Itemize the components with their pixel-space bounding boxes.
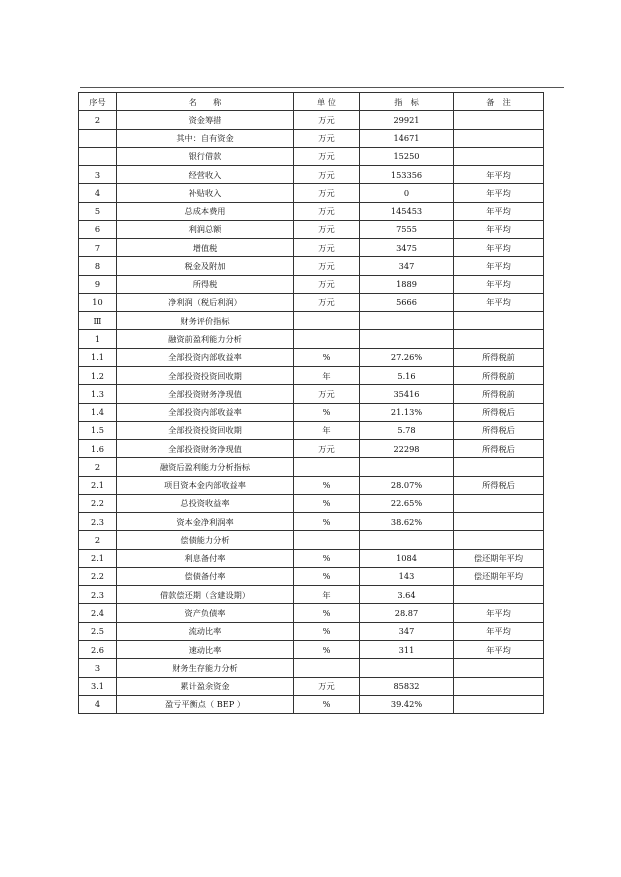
cell-note	[454, 695, 544, 713]
cell-value: 38.62%	[360, 513, 454, 531]
table-row	[79, 421, 544, 439]
cell-value: 311	[360, 640, 454, 658]
cell-value: 153356	[360, 166, 454, 184]
cell-note: 偿还期年平均	[454, 549, 544, 567]
cell-name: 项目资本金内部收益率	[117, 476, 294, 494]
cell-note: 年平均	[454, 640, 544, 658]
table-row	[79, 348, 544, 366]
cell-name: 资产负债率	[117, 604, 294, 622]
cell-name: 财务生存能力分析	[117, 659, 294, 677]
cell-note: 年平均	[454, 184, 544, 202]
cell-name: 累计盈余资金	[117, 677, 294, 695]
cell-unit	[294, 312, 360, 330]
header-no: 序号	[79, 93, 117, 111]
cell-no: 1.6	[79, 440, 117, 458]
table-row	[79, 312, 544, 330]
cell-no: 1.4	[79, 403, 117, 421]
cell-no: 1.5	[79, 421, 117, 439]
cell-no: 6	[79, 220, 117, 238]
cell-unit: %	[294, 622, 360, 640]
cell-name: 流动比率	[117, 622, 294, 640]
cell-value: 27.26%	[360, 348, 454, 366]
table-header-row	[79, 93, 544, 111]
cell-value: 5.78	[360, 421, 454, 439]
cell-no: 2.3	[79, 513, 117, 531]
cell-note: 年平均	[454, 275, 544, 293]
cell-note	[454, 677, 544, 695]
header-unit: 单 位	[294, 93, 360, 111]
cell-name: 补贴收入	[117, 184, 294, 202]
cell-value: 3.64	[360, 586, 454, 604]
cell-no: 2	[79, 111, 117, 129]
cell-note	[454, 129, 544, 147]
cell-note	[454, 111, 544, 129]
cell-name: 全部投资投资回收期	[117, 366, 294, 384]
cell-value: 0	[360, 184, 454, 202]
cell-name: 全部投资财务净现值	[117, 440, 294, 458]
cell-no: 2.3	[79, 586, 117, 604]
table-row	[79, 403, 544, 421]
cell-note	[454, 513, 544, 531]
cell-value	[360, 330, 454, 348]
table-row	[79, 695, 544, 713]
cell-value: 14671	[360, 129, 454, 147]
cell-value: 85832	[360, 677, 454, 695]
cell-value: 347	[360, 257, 454, 275]
table-row	[79, 129, 544, 147]
cell-note: 年平均	[454, 202, 544, 220]
cell-no: 3	[79, 659, 117, 677]
cell-value: 21.13%	[360, 403, 454, 421]
cell-note	[454, 531, 544, 549]
header-value: 指 标	[360, 93, 454, 111]
cell-unit: %	[294, 513, 360, 531]
cell-no: 4	[79, 184, 117, 202]
table-row	[79, 366, 544, 384]
cell-value: 35416	[360, 385, 454, 403]
cell-name: 银行借款	[117, 147, 294, 165]
table-row	[79, 458, 544, 476]
cell-no: 10	[79, 293, 117, 311]
table-row	[79, 531, 544, 549]
cell-note	[454, 659, 544, 677]
cell-name: 增值税	[117, 239, 294, 257]
table-row	[79, 677, 544, 695]
cell-value: 1084	[360, 549, 454, 567]
table-row	[79, 220, 544, 238]
cell-note	[454, 147, 544, 165]
cell-note: 年平均	[454, 622, 544, 640]
cell-no: 2.1	[79, 476, 117, 494]
table-row	[79, 111, 544, 129]
table-row	[79, 239, 544, 257]
cell-note: 年平均	[454, 604, 544, 622]
cell-name: 融资后盈利能力分析指标	[117, 458, 294, 476]
cell-no: 2.4	[79, 604, 117, 622]
cell-name: 融资前盈利能力分析	[117, 330, 294, 348]
cell-unit: 万元	[294, 385, 360, 403]
cell-note	[454, 586, 544, 604]
table-row	[79, 513, 544, 531]
cell-value: 29921	[360, 111, 454, 129]
table-row	[79, 440, 544, 458]
cell-no: 1.1	[79, 348, 117, 366]
table-row	[79, 385, 544, 403]
header-name: 名 称	[117, 93, 294, 111]
cell-note: 年平均	[454, 166, 544, 184]
table-row	[79, 293, 544, 311]
cell-note: 偿还期年平均	[454, 567, 544, 585]
cell-no: 2	[79, 458, 117, 476]
cell-value: 39.42%	[360, 695, 454, 713]
cell-note: 所得税前	[454, 348, 544, 366]
cell-unit: 万元	[294, 111, 360, 129]
cell-note: 所得税后	[454, 421, 544, 439]
table-body	[79, 111, 544, 714]
table-row	[79, 330, 544, 348]
table-row	[79, 184, 544, 202]
cell-no: 8	[79, 257, 117, 275]
cell-name: 利息备付率	[117, 549, 294, 567]
table-row	[79, 622, 544, 640]
table-row	[79, 476, 544, 494]
cell-name: 净利润（税后利润）	[117, 293, 294, 311]
cell-name: 总成本费用	[117, 202, 294, 220]
cell-unit: 年	[294, 366, 360, 384]
cell-unit: 万元	[294, 677, 360, 695]
cell-value	[360, 458, 454, 476]
cell-value: 143	[360, 567, 454, 585]
cell-name: 全部投资内部收益率	[117, 403, 294, 421]
cell-no: 1.3	[79, 385, 117, 403]
cell-name: 全部投资投资回收期	[117, 421, 294, 439]
cell-value: 5.16	[360, 366, 454, 384]
cell-name: 资金筹措	[117, 111, 294, 129]
cell-name: 速动比率	[117, 640, 294, 658]
table-row	[79, 494, 544, 512]
cell-note	[454, 330, 544, 348]
table-row	[79, 202, 544, 220]
cell-note: 年平均	[454, 239, 544, 257]
cell-unit: 万元	[294, 440, 360, 458]
cell-name: 全部投资内部收益率	[117, 348, 294, 366]
cell-no: 3.1	[79, 677, 117, 695]
cell-no: 2.2	[79, 494, 117, 512]
cell-name: 总投资收益率	[117, 494, 294, 512]
cell-unit	[294, 458, 360, 476]
cell-unit: %	[294, 476, 360, 494]
cell-no: Ⅲ	[79, 312, 117, 330]
cell-note	[454, 458, 544, 476]
table-row	[79, 640, 544, 658]
cell-value: 7555	[360, 220, 454, 238]
cell-unit: %	[294, 348, 360, 366]
header-note: 备 注	[454, 93, 544, 111]
cell-note: 年平均	[454, 220, 544, 238]
cell-no	[79, 129, 117, 147]
cell-unit: 万元	[294, 202, 360, 220]
cell-unit: 年	[294, 421, 360, 439]
cell-no: 1	[79, 330, 117, 348]
cell-name: 所得税	[117, 275, 294, 293]
cell-unit: 万元	[294, 257, 360, 275]
cell-value: 28.87	[360, 604, 454, 622]
cell-unit	[294, 330, 360, 348]
cell-value: 28.07%	[360, 476, 454, 494]
financial-indicators-table	[78, 92, 544, 714]
cell-value: 347	[360, 622, 454, 640]
cell-value	[360, 312, 454, 330]
cell-unit: %	[294, 494, 360, 512]
cell-unit: 万元	[294, 166, 360, 184]
cell-name: 财务评价指标	[117, 312, 294, 330]
header-rule	[80, 87, 564, 88]
cell-name: 偿债备付率	[117, 567, 294, 585]
table-row	[79, 549, 544, 567]
cell-unit: %	[294, 567, 360, 585]
cell-unit: %	[294, 640, 360, 658]
cell-note: 年平均	[454, 293, 544, 311]
table-row	[79, 257, 544, 275]
cell-value: 1889	[360, 275, 454, 293]
cell-no: 2.2	[79, 567, 117, 585]
cell-name: 税金及附加	[117, 257, 294, 275]
cell-note: 所得税前	[454, 366, 544, 384]
cell-value: 3475	[360, 239, 454, 257]
table-row	[79, 659, 544, 677]
cell-name: 偿债能力分析	[117, 531, 294, 549]
cell-value: 22.65%	[360, 494, 454, 512]
cell-no: 9	[79, 275, 117, 293]
cell-note: 所得税后	[454, 403, 544, 421]
cell-unit: 万元	[294, 220, 360, 238]
cell-name: 全部投资财务净现值	[117, 385, 294, 403]
cell-no: 5	[79, 202, 117, 220]
cell-unit: %	[294, 695, 360, 713]
cell-unit: 万元	[294, 275, 360, 293]
cell-note: 所得税后	[454, 476, 544, 494]
cell-unit	[294, 659, 360, 677]
cell-unit: %	[294, 549, 360, 567]
cell-no: 2.1	[79, 549, 117, 567]
cell-no	[79, 147, 117, 165]
cell-value: 15250	[360, 147, 454, 165]
cell-value: 5666	[360, 293, 454, 311]
cell-unit: 万元	[294, 129, 360, 147]
table-row	[79, 567, 544, 585]
cell-no: 2	[79, 531, 117, 549]
cell-note	[454, 312, 544, 330]
table-row	[79, 147, 544, 165]
cell-value: 145453	[360, 202, 454, 220]
cell-value: 22298	[360, 440, 454, 458]
table-row	[79, 604, 544, 622]
table-row	[79, 275, 544, 293]
cell-name: 盈亏平衡点（ BEP ）	[117, 695, 294, 713]
cell-name: 经营收入	[117, 166, 294, 184]
cell-no: 3	[79, 166, 117, 184]
cell-note: 年平均	[454, 257, 544, 275]
cell-no: 7	[79, 239, 117, 257]
cell-unit: 万元	[294, 239, 360, 257]
cell-no: 2.5	[79, 622, 117, 640]
cell-name: 资本金净利润率	[117, 513, 294, 531]
cell-no: 4	[79, 695, 117, 713]
cell-unit: %	[294, 403, 360, 421]
cell-value	[360, 659, 454, 677]
cell-name: 其中：自有资金	[117, 129, 294, 147]
cell-no: 2.6	[79, 640, 117, 658]
table-row	[79, 586, 544, 604]
cell-note: 所得税前	[454, 385, 544, 403]
cell-unit: 年	[294, 586, 360, 604]
cell-value	[360, 531, 454, 549]
table-row	[79, 166, 544, 184]
cell-unit: %	[294, 604, 360, 622]
cell-name: 利润总额	[117, 220, 294, 238]
cell-note: 所得税后	[454, 440, 544, 458]
cell-unit: 万元	[294, 184, 360, 202]
cell-unit: 万元	[294, 293, 360, 311]
cell-name: 借款偿还期（含建设期）	[117, 586, 294, 604]
cell-unit: 万元	[294, 147, 360, 165]
cell-note	[454, 494, 544, 512]
cell-no: 1.2	[79, 366, 117, 384]
cell-unit	[294, 531, 360, 549]
